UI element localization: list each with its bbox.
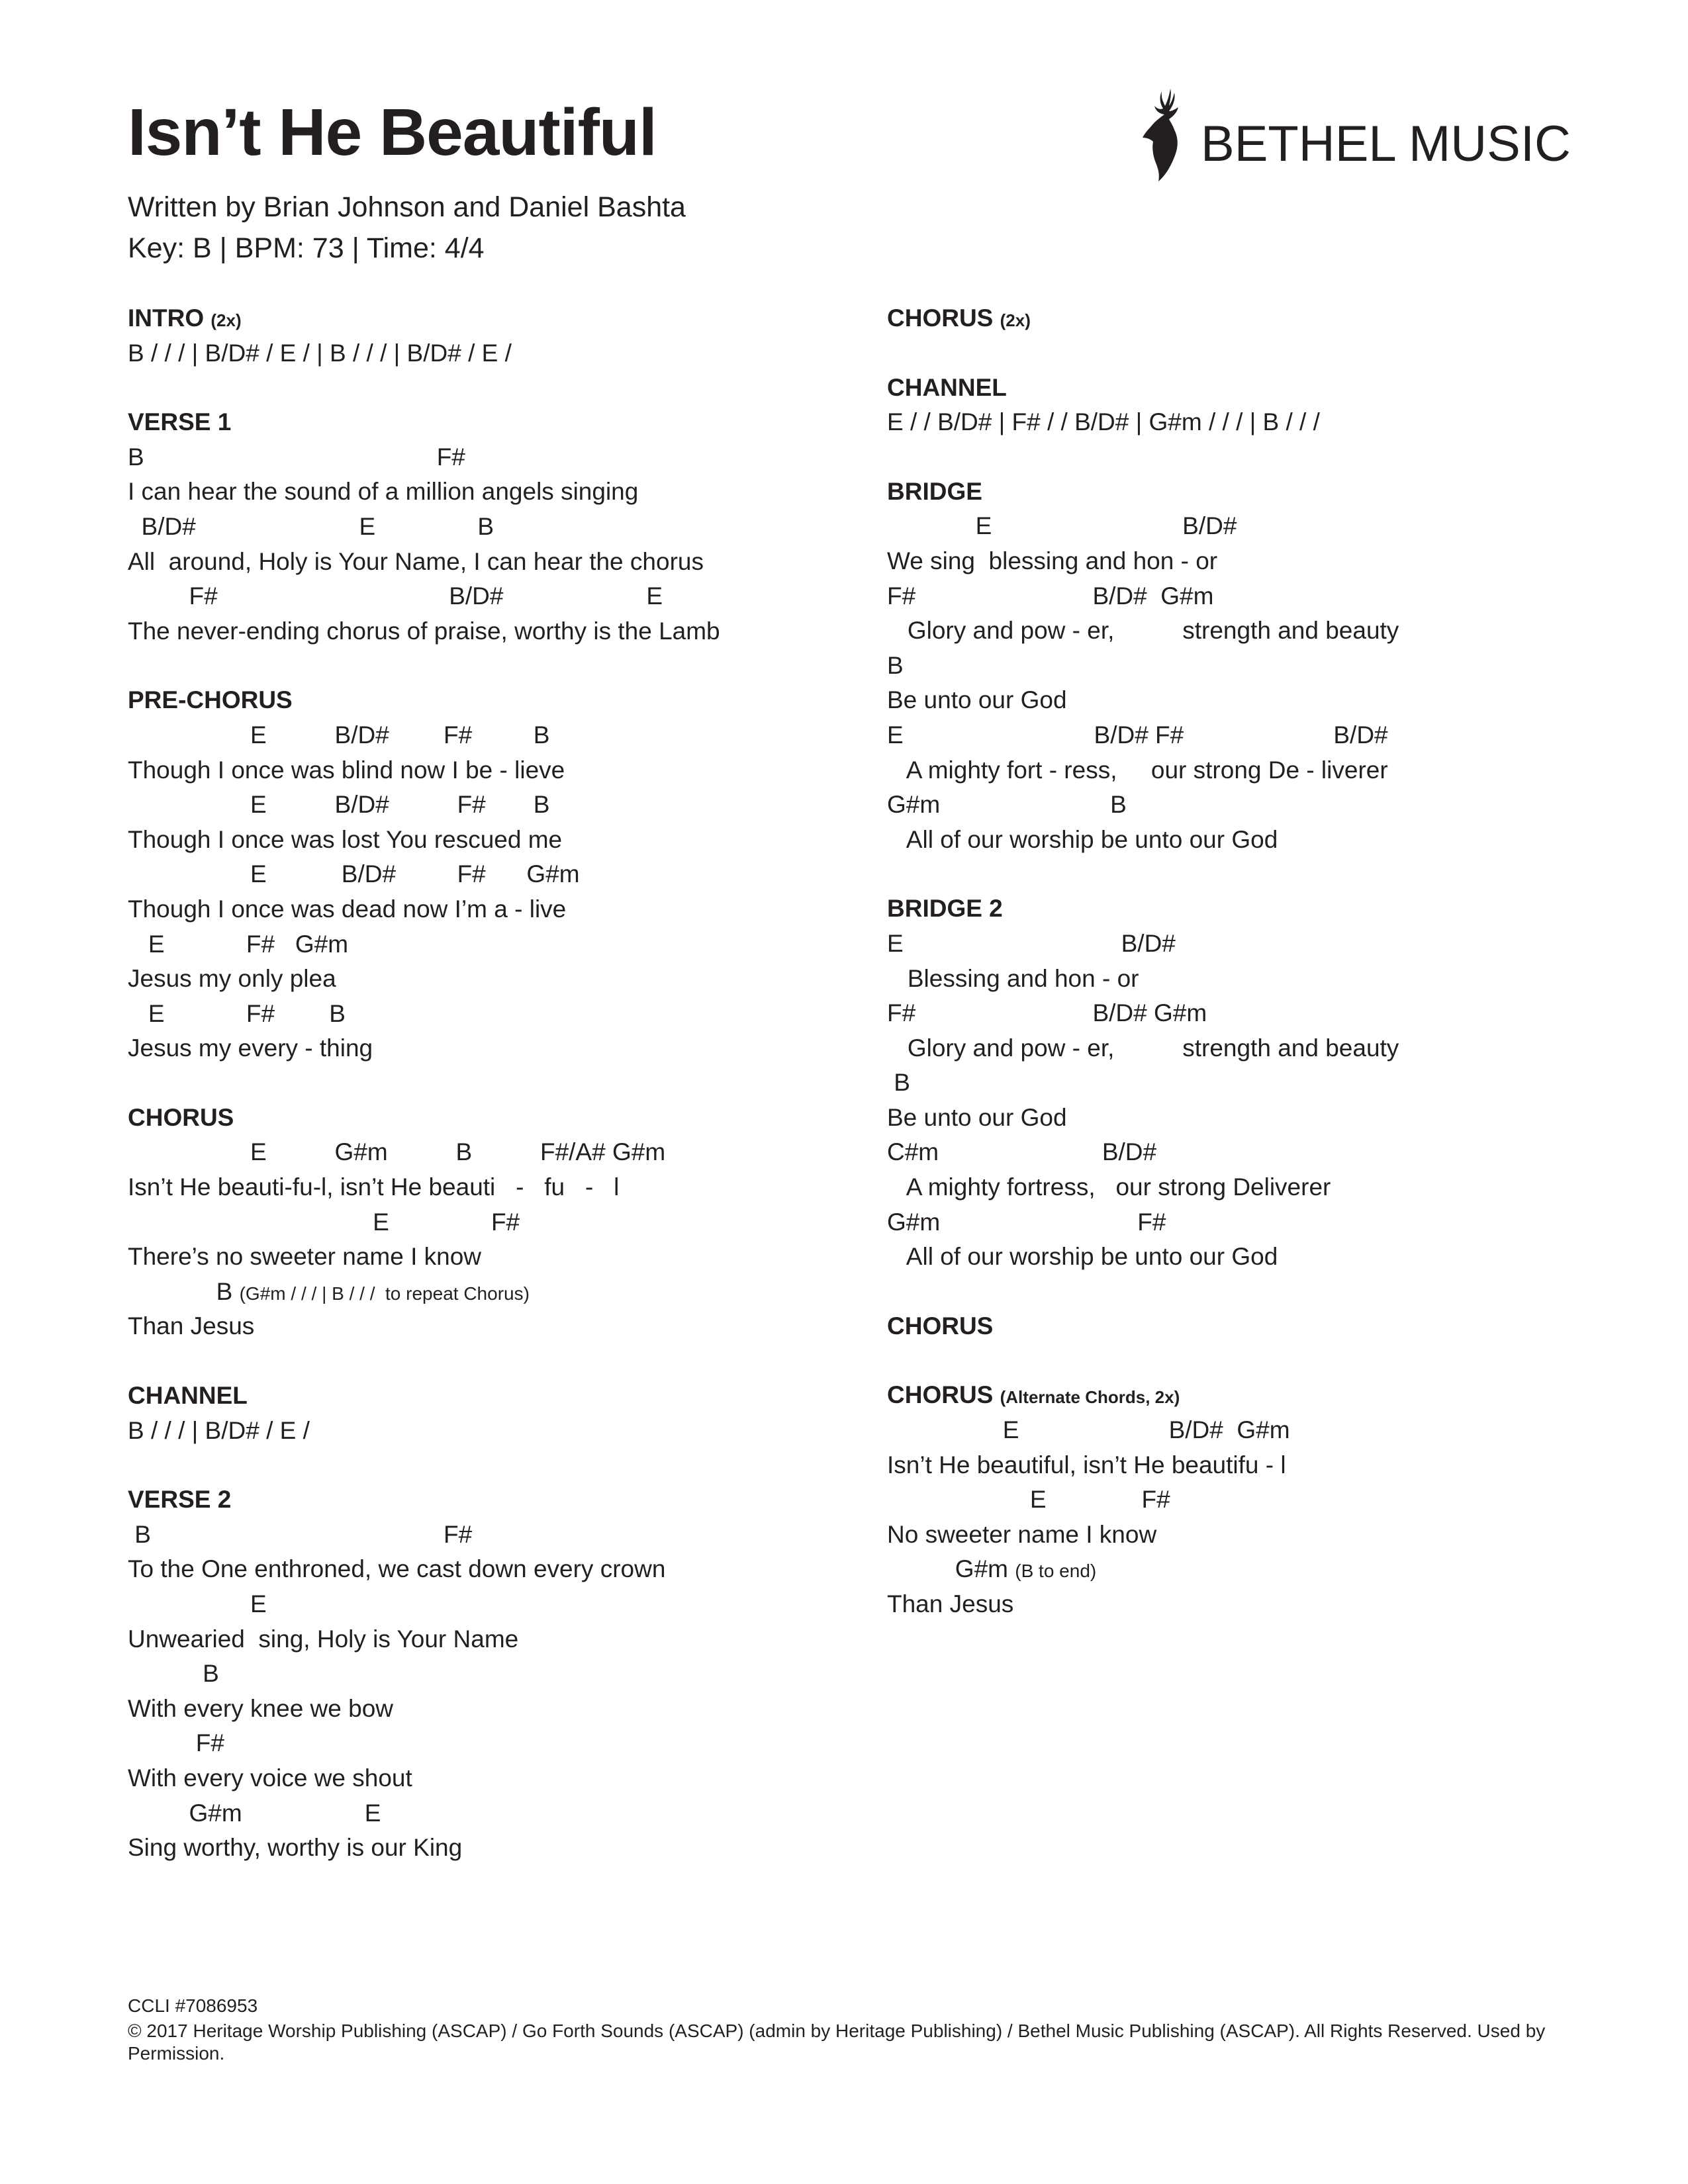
section-name: CHORUS (887, 1381, 994, 1409)
lyric-text: All of our worship be unto our God (887, 825, 1278, 853)
song-section (128, 683, 856, 1066)
chord-text: B (887, 1069, 910, 1097)
section-heading (887, 1378, 1615, 1413)
song-section (887, 1378, 1615, 1621)
chord-line (887, 927, 1615, 962)
chord-text: B / / / | B/D# / E / (128, 1416, 310, 1444)
chord-line (887, 649, 1615, 684)
section-heading (128, 1379, 856, 1414)
lyric-text: With every knee we bow (128, 1694, 394, 1722)
song-section (128, 1379, 856, 1448)
lyric-text: Glory and pow - er, strength and beauty (887, 617, 1399, 645)
section-name: VERSE 2 (128, 1486, 232, 1514)
chord-line (887, 788, 1615, 823)
chord-text: E B/D# G#m (887, 1416, 1290, 1444)
lyric-text: Be unto our God (887, 1103, 1067, 1131)
lyric-text: A mighty fort - ress, our strong De - liverer (887, 756, 1388, 784)
song-section (128, 405, 856, 649)
lyric-text: Sing worthy, worthy is our King (128, 1834, 463, 1862)
chord-text: B (128, 1660, 219, 1688)
song-writers: Written by Brian Johnson and Daniel Bashta (128, 191, 686, 223)
lyric-text: Glory and pow - er, strength and beauty (887, 1034, 1399, 1062)
lyric-line (128, 614, 856, 649)
chord-text: E F# (887, 1486, 1170, 1514)
chord-line (128, 997, 856, 1032)
logo-text: BETHEL MUSIC (1201, 116, 1571, 172)
section-heading (887, 371, 1615, 406)
lyric-text: Jesus my every - thing (128, 1034, 373, 1062)
chord-text: F# B/D# E (128, 582, 663, 610)
chord-line (128, 1135, 856, 1170)
section-heading (887, 891, 1615, 927)
section-name: BRIDGE (887, 477, 982, 505)
lyric-line (128, 1622, 856, 1657)
chord-text: E B/D# F# G#m (128, 860, 580, 888)
chord-line (128, 1518, 856, 1553)
section-heading (128, 405, 856, 440)
chord-line (128, 440, 856, 475)
lyric-line (128, 1761, 856, 1796)
lyric-line (887, 823, 1615, 858)
lyric-line (887, 1031, 1615, 1066)
chord-text: F# B/D# G#m (887, 999, 1207, 1027)
lyric-line (887, 614, 1615, 649)
lyric-text: All of our worship be unto our God (887, 1243, 1278, 1271)
lyric-text: Unwearied sing, Holy is Your Name (128, 1625, 519, 1653)
chord-text: G#m E (128, 1799, 381, 1827)
section-name: INTRO (128, 304, 205, 332)
chord-line (887, 1066, 1615, 1101)
chord-text: E B/D# F# B (128, 791, 550, 819)
lyric-line (887, 1587, 1615, 1622)
section-heading (887, 1309, 1615, 1344)
song-section (887, 475, 1615, 858)
section-name: CHANNEL (887, 373, 1007, 401)
lyric-line (128, 1309, 856, 1344)
lyric-text: Isn’t He beauti-fu-l, isn’t He beauti - fu - l (128, 1173, 620, 1201)
chord-line (887, 579, 1615, 614)
section-note: (2x) (1000, 310, 1031, 330)
lyric-line (128, 1692, 856, 1727)
chord-text: E F# B (128, 999, 346, 1027)
chord-line (128, 857, 856, 892)
chord-text: E F# (128, 1208, 520, 1236)
chord-text: G#m (887, 1555, 1015, 1583)
chord-line (128, 1275, 856, 1310)
chord-text: E B/D# F# B (128, 721, 550, 749)
lyric-line (887, 1240, 1615, 1275)
chord-line (887, 509, 1615, 544)
lyric-line (887, 1518, 1615, 1553)
chord-text: E F# G#m (128, 930, 349, 958)
song-section (887, 301, 1615, 336)
song-section (128, 1101, 856, 1344)
lyric-text: Than Jesus (128, 1312, 255, 1340)
chord-note: (B to end) (1015, 1561, 1097, 1582)
section-note: (2x) (211, 310, 242, 330)
section-heading (128, 1101, 856, 1136)
ccli-number: CCLI #7086953 (128, 1995, 258, 2016)
bethel-music-logo (1136, 85, 1571, 184)
lyric-text: I can hear the sound of a million angels singing (128, 478, 639, 506)
section-name: CHORUS (887, 1312, 994, 1340)
section-heading (887, 301, 1615, 336)
lyric-text: All around, Holy is Your Name, I can hear the chorus (128, 547, 704, 575)
chord-text: E G#m B F#/A# G#m (128, 1138, 666, 1166)
section-heading (887, 475, 1615, 510)
chord-line (887, 405, 1615, 440)
chord-line (128, 1726, 856, 1761)
chord-text: C#m B/D# (887, 1138, 1157, 1166)
lyric-text: Be unto our God (887, 686, 1067, 714)
lyric-text: Isn’t He beautiful, isn’t He beautifu - l (887, 1451, 1286, 1479)
lyric-line (128, 1240, 856, 1275)
lyric-text: There’s no sweeter name I know (128, 1243, 482, 1271)
lyric-text: Though I once was blind now I be - lieve (128, 756, 565, 784)
lyric-line (887, 544, 1615, 579)
lyric-text: Jesus my only plea (128, 965, 336, 993)
chord-line (887, 1482, 1615, 1518)
song-section (128, 1482, 856, 1866)
chord-text: E B/D# (887, 512, 1237, 540)
right-column (887, 301, 1615, 1657)
lyric-line (128, 962, 856, 997)
lyric-line (128, 545, 856, 580)
lyric-line (887, 1170, 1615, 1205)
chord-text: B/D# E B (128, 512, 494, 540)
lyric-text: Than Jesus (887, 1590, 1014, 1617)
chord-text: F# B/D# G#m (887, 582, 1214, 610)
section-note: (Alternate Chords, 2x) (1000, 1387, 1180, 1408)
lyric-text: To the One enthroned, we cast down every crown (128, 1555, 666, 1583)
lyric-line (887, 753, 1615, 788)
lyric-line (887, 1448, 1615, 1483)
lyric-text: Blessing and hon - or (887, 964, 1139, 992)
lyric-text: Though I once was lost You rescued me (128, 825, 563, 853)
lyric-line (128, 475, 856, 510)
lyric-line (128, 1552, 856, 1587)
chord-text: F# (128, 1729, 224, 1757)
chord-note: (G#m / / / | B / / / to repeat Chorus) (239, 1283, 530, 1304)
copyright-notice: © 2017 Heritage Worship Publishing (ASCAP) / Go Forth Sounds (ASCAP) (admin by Heritage Publishing) / Bethel Music Publishing (ASCAP). All Rights Reserved. Used by Permission. (128, 2021, 1546, 2064)
deer-head-icon (1136, 85, 1196, 184)
chord-text: B F# (128, 443, 465, 471)
song-section (887, 1309, 1615, 1344)
chord-line (128, 579, 856, 614)
song-section (887, 891, 1615, 1275)
chord-text: E B/D# (887, 929, 1176, 957)
section-name: CHANNEL (128, 1382, 248, 1410)
chord-text: G#m B (887, 791, 1127, 819)
chord-text: B F# (128, 1520, 473, 1548)
chord-line (128, 1796, 856, 1831)
chord-text: E / / B/D# | F# / / B/D# | G#m / / / | B / / / (887, 408, 1320, 436)
section-heading (128, 683, 856, 718)
lyric-text: No sweeter name I know (887, 1520, 1157, 1548)
chord-text: E (128, 1590, 267, 1617)
lyric-text: Though I once was dead now I’m a - live (128, 895, 567, 923)
chord-line (887, 1552, 1615, 1587)
song-section (128, 301, 856, 371)
chord-line (128, 1657, 856, 1692)
chord-line (128, 1205, 856, 1240)
chord-line (128, 1587, 856, 1622)
lyric-text: A mighty fortress, our strong Deliverer (887, 1173, 1331, 1201)
section-heading (128, 301, 856, 336)
lyric-line (128, 892, 856, 927)
song-section (887, 371, 1615, 440)
chord-text: B (887, 651, 904, 679)
chord-line (128, 336, 856, 371)
chord-line (128, 718, 856, 753)
lyric-line (887, 683, 1615, 718)
chord-line (887, 996, 1615, 1031)
lyric-line (128, 1831, 856, 1866)
section-name: VERSE 1 (128, 408, 232, 436)
lyric-line (128, 1170, 856, 1205)
lyric-text: We sing blessing and hon - or (887, 547, 1218, 574)
section-heading (128, 1482, 856, 1518)
chord-line (887, 1135, 1615, 1170)
song-title: Isn’t He Beautiful (128, 95, 657, 169)
left-column (128, 301, 856, 1900)
section-name: PRE-CHORUS (128, 686, 293, 714)
chord-line (887, 718, 1615, 753)
lyric-line (887, 962, 1615, 997)
chord-line (128, 510, 856, 545)
chord-line (128, 788, 856, 823)
song-key-line: Key: B | BPM: 73 | Time: 4/4 (128, 232, 485, 264)
section-name: CHORUS (128, 1103, 234, 1131)
lyric-line (887, 1101, 1615, 1136)
chord-line (887, 1413, 1615, 1448)
section-name: BRIDGE 2 (887, 895, 1003, 923)
lyric-line (128, 823, 856, 858)
chord-line (128, 927, 856, 962)
chord-line (887, 1205, 1615, 1240)
chord-text: G#m F# (887, 1208, 1166, 1236)
lyric-line (128, 753, 856, 788)
lyric-line (128, 1031, 856, 1066)
lyric-text: With every voice we shout (128, 1764, 412, 1792)
section-name: CHORUS (887, 304, 994, 332)
chord-line (128, 1414, 856, 1449)
chord-text: E B/D# F# B/D# (887, 721, 1388, 749)
chord-text: B / / / | B/D# / E / | B / / / | B/D# / E / (128, 339, 512, 367)
chord-text: B (128, 1277, 240, 1305)
lyric-text: The never-ending chorus of praise, worthy is the Lamb (128, 617, 720, 645)
